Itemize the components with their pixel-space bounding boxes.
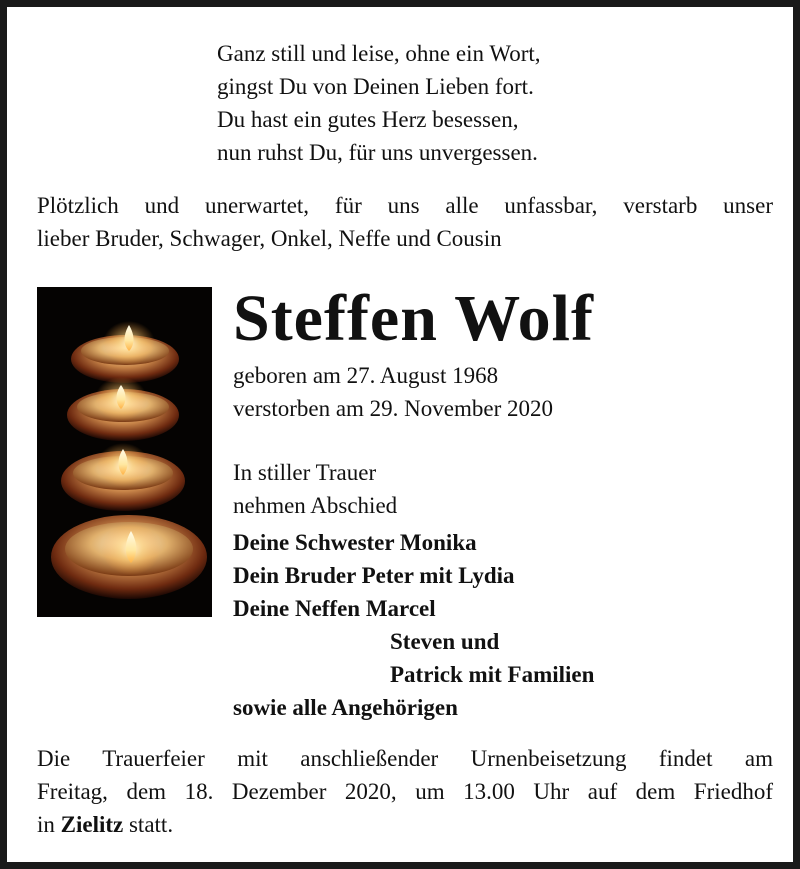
birth-date: geboren am 27. August 1968	[233, 363, 499, 388]
mourning-line: nehmen Abschied	[233, 493, 398, 518]
candle-icon	[61, 443, 185, 511]
family-member: Patrick mit Familien	[390, 662, 595, 687]
poem-line: nun ruhst Du, für uns unvergessen.	[217, 140, 538, 165]
funeral-line	[37, 808, 773, 841]
intro-line: Plötzlich und unerwartet, für uns alle unfassbar, verstarb unser	[37, 193, 773, 218]
deceased-name: Steffen Wolf	[233, 282, 594, 355]
family-member: Steven und	[390, 629, 500, 654]
poem-line: Ganz still und leise, ohne ein Wort,	[217, 41, 541, 66]
funeral-location: Zielitz	[60, 812, 124, 837]
funeral-line: Die Trauerfeier mit anschließender Urnenbeisetzung findet am	[37, 746, 773, 771]
family-member: sowie alle Angehörigen	[233, 695, 458, 720]
candles-photo	[37, 287, 212, 617]
candle-icon	[67, 377, 179, 441]
intro-line: lieber Bruder, Schwager, Onkel, Neffe und Cousin	[37, 226, 502, 251]
family-member: Deine Schwester Monika	[233, 530, 477, 555]
poem-line: Du hast ein gutes Herz besessen,	[217, 107, 519, 132]
poem	[217, 37, 541, 169]
funeral-prefix: in	[37, 812, 55, 837]
mourning-text	[233, 456, 397, 522]
family-member: Dein Bruder Peter mit Lydia	[233, 563, 515, 588]
poem-line: gingst Du von Deinen Lieben fort.	[217, 74, 534, 99]
death-date: verstorben am 29. November 2020	[233, 396, 554, 421]
funeral-info	[37, 742, 773, 841]
life-dates	[233, 359, 553, 425]
candle-icon	[51, 515, 207, 599]
funeral-line: Freitag, dem 18. Dezember 2020, um 13.00 Uhr auf dem Friedhof	[37, 779, 773, 804]
mourning-line: In stiller Trauer	[233, 460, 377, 485]
family-member: Deine Neffen Marcel	[233, 596, 436, 621]
candle-icon	[71, 321, 179, 383]
family-list	[233, 526, 594, 724]
funeral-suffix: statt.	[128, 812, 174, 837]
intro-text	[37, 189, 773, 255]
